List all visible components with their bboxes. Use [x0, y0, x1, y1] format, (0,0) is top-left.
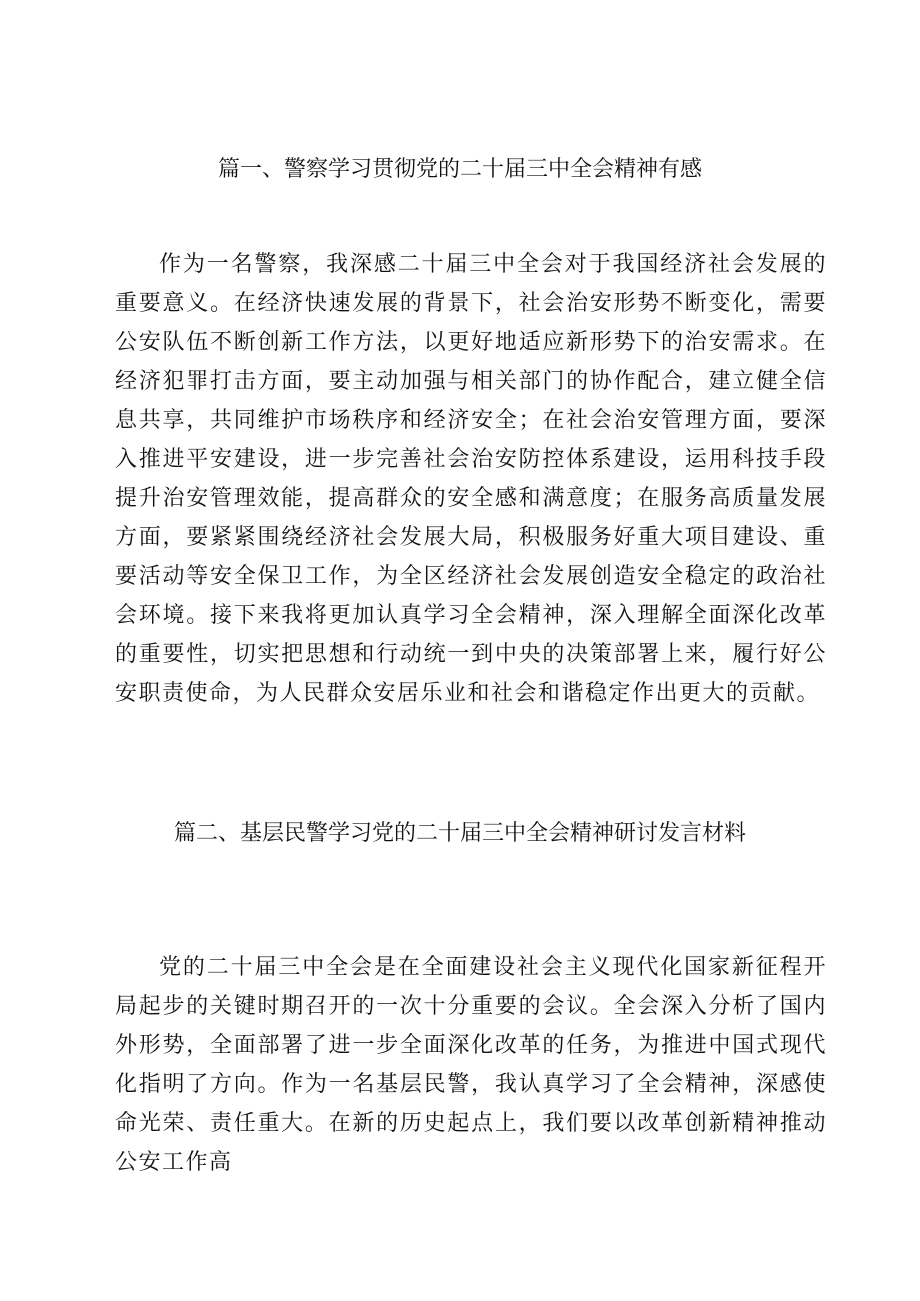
section2-paragraph: 党的二十届三中全会是在全面建设社会主义现代化国家新征程开局起步的关键时期召开的一次十分重要的会议。全会深入分析了国内外形势，全面部署了进一步全面深化改革的任务，为推进中国式现代化指明了方向。作为一名基层民警，我认真学习了全会精神，深感使命光荣、责任重大。在新的历史起点上，我们要以改革创新精神推动公安工作高 — [115, 955, 827, 1175]
section1-paragraph: 作为一名警察，我深感二十届三中全会对于我国经济社会发展的重要意义。在经济快速发展的背景下，社会治安形势不断变化，需要公安队伍不断创新工作方法，以更好地适应新形势下的治安需求。在经济犯罪打击方面，要主动加强与相关部门的协作配合，建立健全信息共享，共同维护市场秩序和经济安全；在社会治安管理方面，要深入推进平安建设，进一步完善社会治安防控体系建设，运用科技手段提升治安管理效能，提高群众的安全感和满意度；在服务高质量发展方面，要紧紧围绕经济社会发展大局，积极服务好重大项目建设、重要活动等安全保卫工作，为全区经济社会发展创造安全稳定的政治社会环境。接下来我将更加认真学习全会精神，深入理解全面深化改革的重要性，切实把思想和行动统一到中央的决策部署上来，履行好公安职责使命，为人民群众安居乐业和社会和谐稳定作出更大的贡献。 — [115, 252, 827, 706]
section2-heading: 篇二、基层民警学习党的二十届三中全会精神研讨发言材料 — [173, 821, 746, 846]
section1-heading: 篇一、警察学习贯彻党的二十届三中全会精神有感 — [217, 157, 702, 182]
